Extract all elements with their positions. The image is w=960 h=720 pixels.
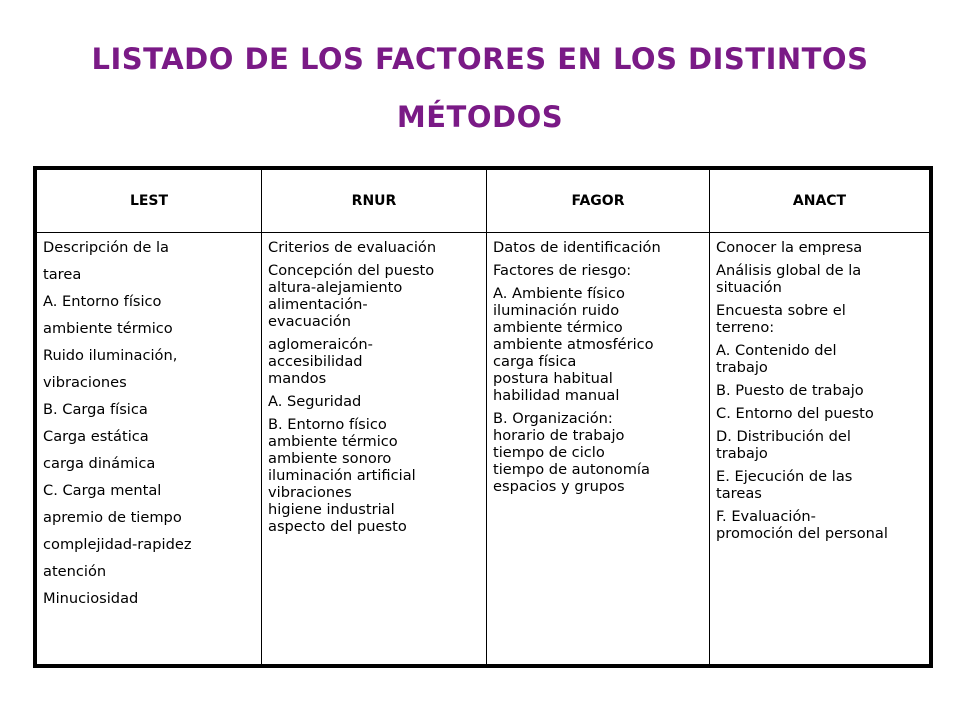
list-item: Datos de identificación xyxy=(493,239,661,256)
list-item: ambiente térmico xyxy=(43,320,173,337)
list-item: D. Distribución del trabajo xyxy=(716,428,851,462)
list-item: vibraciones xyxy=(43,374,127,391)
column-anact xyxy=(710,170,929,664)
list-item: C. Entorno del puesto xyxy=(716,405,874,422)
list-item: B. Puesto de trabajo xyxy=(716,382,864,399)
list-item: E. Ejecución de las tareas xyxy=(716,468,853,502)
column-cell xyxy=(710,233,929,542)
column-header: FAGOR xyxy=(487,170,709,233)
list-item: atención xyxy=(43,563,107,580)
list-item: C. Carga mental xyxy=(43,482,162,499)
list-item: Criterios de evaluación xyxy=(268,239,437,256)
list-item: Concepción del puesto altura-alejamiento alimentación- evacuación xyxy=(268,262,435,330)
list-item: Factores de riesgo: xyxy=(493,262,632,279)
list-item: Encuesta sobre el terreno: xyxy=(716,302,846,336)
list-item: apremio de tiempo xyxy=(43,509,182,526)
list-item: B. Carga física xyxy=(43,401,148,418)
list-item: aglomeraicón- accesibilidad mandos xyxy=(268,336,373,387)
list-item: Conocer la empresa xyxy=(716,239,863,256)
factors-table xyxy=(33,166,933,668)
list-item: B. Entorno físico ambiente térmico ambiente sonoro iluminación artificial vibraciones higiene industrial aspecto del puesto xyxy=(268,416,416,535)
column-rnur xyxy=(262,170,487,664)
list-item: F. Evaluación- promoción del personal xyxy=(716,508,888,542)
page-title xyxy=(0,30,960,146)
column-header: RNUR xyxy=(262,170,486,233)
title-line-2: MÉTODOS xyxy=(396,100,564,134)
list-item: carga dinámica xyxy=(43,455,156,472)
list-item: Carga estática xyxy=(43,428,149,445)
column-cell xyxy=(487,233,709,495)
column-cell xyxy=(262,233,486,535)
column-fagor xyxy=(487,170,710,664)
list-item: Análisis global de la situación xyxy=(716,262,862,296)
list-item: complejidad-rapidez xyxy=(43,536,192,553)
list-item: A. Entorno físico xyxy=(43,293,162,310)
column-header: ANACT xyxy=(710,170,929,233)
list-item: tarea xyxy=(43,266,82,283)
column-cell xyxy=(37,233,261,607)
list-item: A. Ambiente físico iluminación ruido ambiente térmico ambiente atmosférico carga física postura habitual habilidad manual xyxy=(493,285,654,404)
column-header: LEST xyxy=(37,170,261,233)
list-item: Ruido iluminación, xyxy=(43,347,178,364)
column-lest xyxy=(37,170,262,664)
title-line-1: LISTADO DE LOS FACTORES EN LOS DISTINTOS xyxy=(91,42,869,76)
list-item: A. Seguridad xyxy=(268,393,362,410)
list-item: B. Organización: horario de trabajo tiempo de ciclo tiempo de autonomía espacios y grupos xyxy=(493,410,650,495)
list-item: A. Contenido del trabajo xyxy=(716,342,837,376)
list-item: Minuciosidad xyxy=(43,590,139,607)
list-item: Descripción de la xyxy=(43,239,169,256)
